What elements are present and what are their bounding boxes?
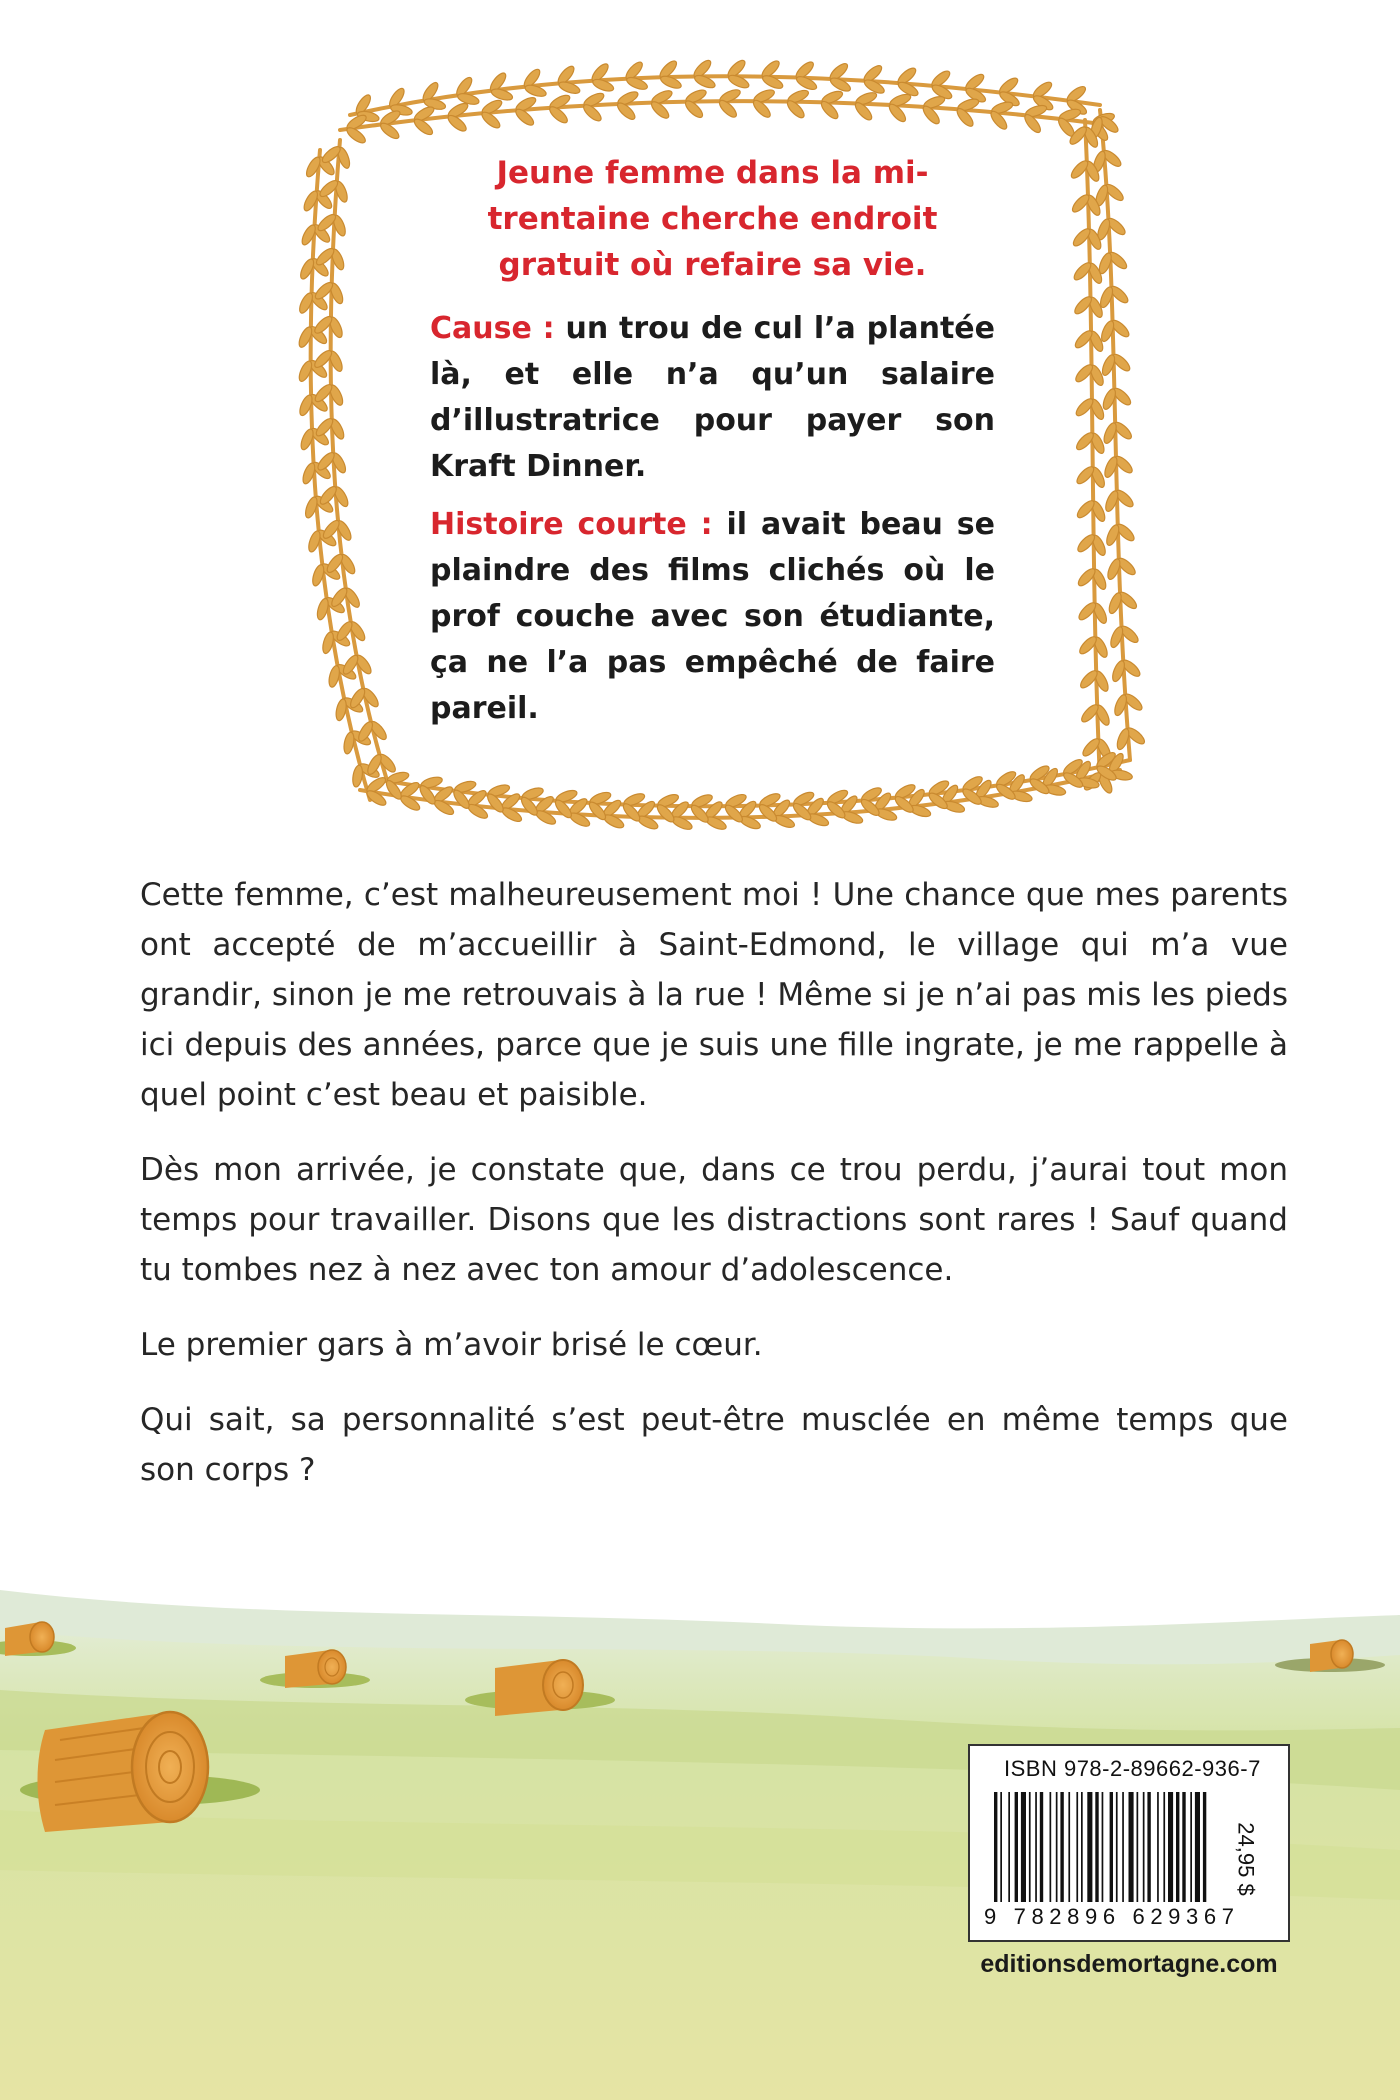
cause-label: Cause : — [430, 311, 555, 346]
sky-haze — [0, 1560, 1400, 1600]
barcode-bar — [1176, 1792, 1179, 1910]
barcode-bar — [1122, 1792, 1124, 1910]
barcode-bar — [1000, 1792, 1002, 1910]
story-text: il avait beau se plaindre des films clichés où le prof couche avec son étudiante, ça ne l’a pas empêché de faire pareil. — [430, 507, 995, 726]
barcode-bar — [1116, 1792, 1118, 1910]
synopsis-paragraph: Dès mon arrivée, je constate que, dans ce trou perdu, j’aurai tout mon temps pour travailler. Disons que les distractions sont rares ! Sauf quand tu tombes nez à nez avec ton amour d’adolescence. — [140, 1152, 1288, 1288]
story-paragraph — [430, 502, 995, 732]
barcode-bar — [1137, 1792, 1139, 1910]
barcode-bar — [1068, 1792, 1070, 1910]
barcode-bar — [1147, 1792, 1150, 1910]
barcode-bar — [1110, 1792, 1113, 1910]
barcode-bar — [1163, 1792, 1165, 1910]
isbn-barcode-box — [968, 1744, 1290, 1942]
barcode-bar — [1060, 1792, 1063, 1910]
publisher-website[interactable]: editionsdemortagne.com — [980, 1950, 1278, 1978]
barcode-bar — [1081, 1792, 1083, 1910]
synopsis-paragraph: Le premier gars à m’avoir brisé le cœur. — [140, 1327, 763, 1363]
wheat-grain — [342, 731, 355, 754]
barcode-bar — [1168, 1792, 1173, 1910]
barcode-bar — [1035, 1792, 1037, 1910]
price: 24,95 $ — [1233, 1822, 1259, 1896]
teaser-block — [430, 150, 995, 744]
barcode — [980, 1792, 1242, 1932]
barcode-bar — [1203, 1792, 1206, 1910]
wheat-grain — [327, 665, 341, 689]
barcode-bar — [1015, 1792, 1018, 1910]
barcode-bar — [1056, 1792, 1058, 1910]
barcode-bar — [1190, 1792, 1192, 1910]
barcode-bar — [994, 1792, 997, 1910]
barcode-bar — [1087, 1792, 1092, 1910]
cause-text: un trou de cul l’a plantée là, et elle n’a qu’un salaire d’illustratrice pour payer son Kraft Dinner. — [430, 311, 995, 484]
barcode-bar — [1157, 1792, 1159, 1910]
barcode-bar — [1029, 1792, 1031, 1910]
cause-paragraph — [430, 306, 995, 490]
barcode-bar — [1102, 1792, 1104, 1910]
isbn-label: ISBN 978-2-89662-936-7 — [1004, 1756, 1261, 1781]
wheat-grain — [351, 764, 364, 787]
barcode-bar — [1021, 1792, 1026, 1910]
barcode-bar — [1040, 1792, 1043, 1910]
barcode-bar — [1182, 1792, 1185, 1910]
teaser-headline: Jeune femme dans la mi-trentaine cherche endroit gratuit où refaire sa vie. — [487, 155, 938, 283]
barcode-bar — [1076, 1792, 1078, 1910]
wheat-grain — [334, 698, 348, 721]
barcode-digits: 9 782896 629367 — [984, 1904, 1234, 1929]
barcode-bar — [1129, 1792, 1134, 1910]
barcode-bar — [1195, 1792, 1200, 1910]
story-label: Histoire courte : — [430, 507, 713, 542]
synopsis-paragraph: Qui sait, sa personnalité s’est peut-être musclée en même temps que son corps ? — [140, 1402, 1288, 1488]
barcode-bar — [1095, 1792, 1098, 1910]
barcode-bar — [1143, 1792, 1145, 1910]
synopsis — [140, 870, 1288, 1520]
barcode-bar — [1050, 1792, 1052, 1910]
synopsis-paragraph: Cette femme, c’est malheureusement moi ! Une chance que mes parents ont accepté de m’accueillir à Saint-Edmond, le village qui m’a vue grandir, sinon je me retrouvais à la rue ! Même si je n’ai pas mis les pieds ici depuis des années, parce que je suis une fille ingrate, je me rappelle à quel point c’est beau et paisible. — [140, 877, 1288, 1113]
barcode-bar — [1008, 1792, 1010, 1910]
